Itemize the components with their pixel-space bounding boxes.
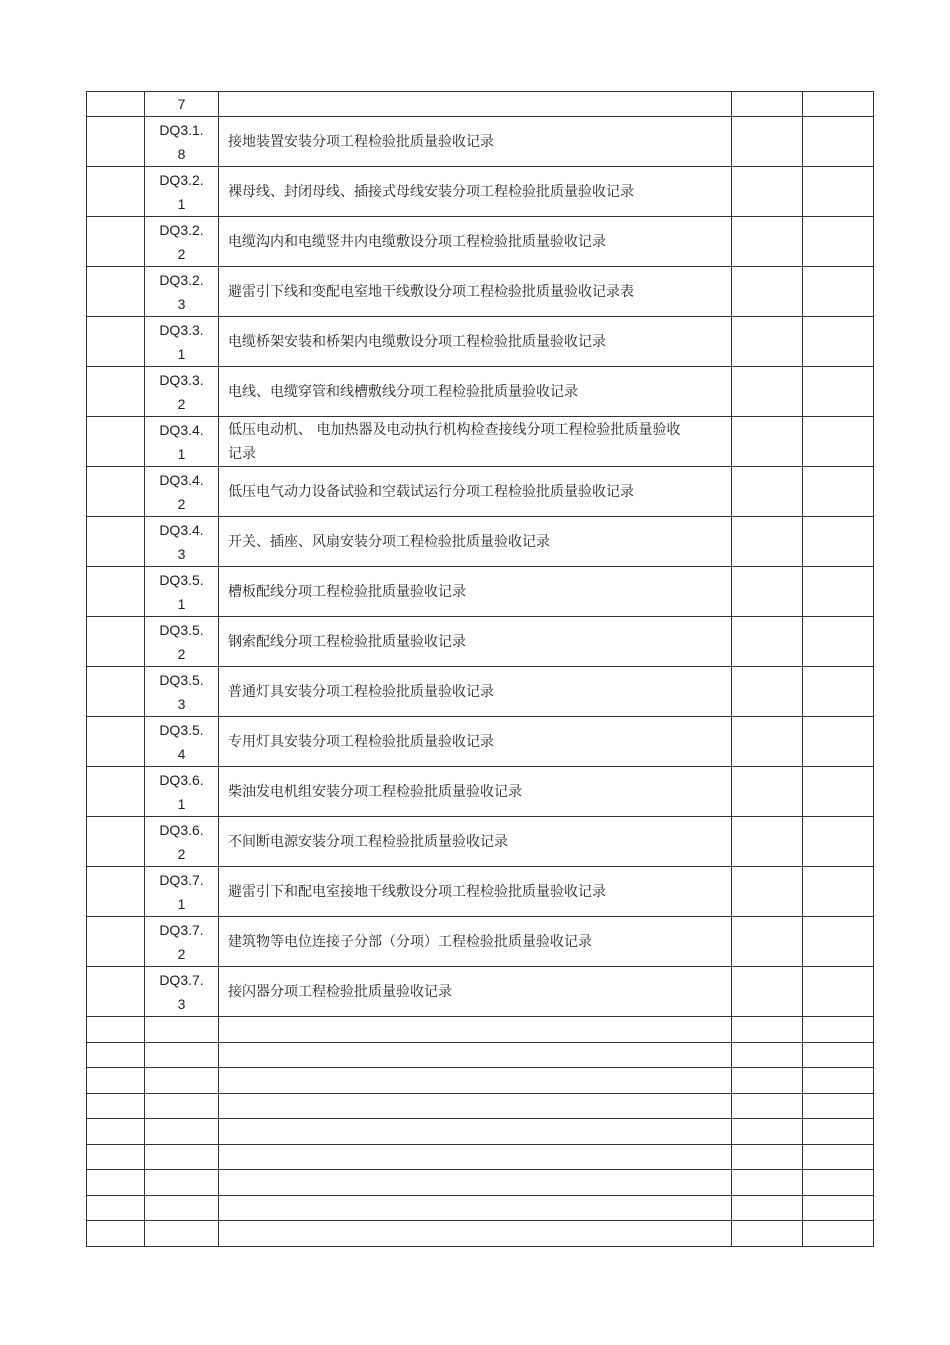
check-cell: [732, 1221, 803, 1247]
remark-cell: [803, 967, 874, 1017]
check-cell: [732, 267, 803, 317]
name-cell: 接闪器分项工程检验批质量验收记录: [219, 967, 732, 1017]
remark-cell: [803, 1017, 874, 1043]
check-cell: [732, 617, 803, 667]
code-cell: [145, 1144, 219, 1170]
check-cell: [732, 867, 803, 917]
name-cell: [219, 1144, 732, 1170]
table-row: [87, 467, 874, 517]
name-cell: 不间断电源安装分项工程检验批质量验收记录: [219, 817, 732, 867]
remark-cell: [803, 717, 874, 767]
remark-cell: [803, 1195, 874, 1221]
index-cell: [87, 1221, 145, 1247]
table-row: [87, 517, 874, 567]
remark-cell: [803, 1042, 874, 1068]
remark-cell: [803, 1119, 874, 1145]
index-cell: [87, 1144, 145, 1170]
table-row: [87, 267, 874, 317]
check-cell: [732, 367, 803, 417]
index-cell: [87, 1170, 145, 1196]
index-cell: [87, 817, 145, 867]
name-cell: 建筑物等电位连接子分部（分项）工程检验批质量验收记录: [219, 917, 732, 967]
remark-cell: [803, 667, 874, 717]
index-cell: [87, 1017, 145, 1043]
index-cell: [87, 167, 145, 217]
remark-cell: [803, 167, 874, 217]
table-row: [87, 92, 874, 117]
name-cell: [219, 1119, 732, 1145]
index-cell: [87, 1119, 145, 1145]
name-cell: 普通灯具安装分项工程检验批质量验收记录: [219, 667, 732, 717]
name-cell: 槽板配线分项工程检验批质量验收记录: [219, 567, 732, 617]
name-cell: [219, 92, 732, 117]
table-row: [87, 867, 874, 917]
code-cell: DQ3.3. 2: [145, 367, 219, 417]
table-row: [87, 717, 874, 767]
remark-cell: [803, 92, 874, 117]
empty-table-row: [87, 1093, 874, 1119]
code-cell: DQ3.5. 1: [145, 567, 219, 617]
check-cell: [732, 817, 803, 867]
check-cell: [732, 667, 803, 717]
check-cell: [732, 467, 803, 517]
code-cell: DQ3.5. 2: [145, 617, 219, 667]
index-cell: [87, 667, 145, 717]
table-row: [87, 767, 874, 817]
remark-cell: [803, 817, 874, 867]
check-cell: [732, 1144, 803, 1170]
code-cell: DQ3.1. 8: [145, 117, 219, 167]
check-cell: [732, 317, 803, 367]
table-row: [87, 317, 874, 367]
code-cell: DQ3.2. 2: [145, 217, 219, 267]
name-cell: [219, 1017, 732, 1043]
check-cell: [732, 767, 803, 817]
remark-cell: [803, 517, 874, 567]
remark-cell: [803, 1093, 874, 1119]
index-cell: [87, 917, 145, 967]
name-cell: 低压电动机、 电加热器及电动执行机构检查接线分项工程检验批质量验收记录: [219, 417, 732, 467]
empty-table-row: [87, 1017, 874, 1043]
remark-cell: [803, 617, 874, 667]
name-cell: [219, 1042, 732, 1068]
code-cell: DQ3.4. 2: [145, 467, 219, 517]
remark-cell: [803, 1221, 874, 1247]
index-cell: [87, 267, 145, 317]
index-cell: [87, 767, 145, 817]
code-cell: DQ3.4. 3: [145, 517, 219, 567]
check-cell: [732, 1068, 803, 1094]
code-cell: DQ3.7. 1: [145, 867, 219, 917]
code-cell: [145, 1068, 219, 1094]
name-cell: 电线、电缆穿管和线槽敷线分项工程检验批质量验收记录: [219, 367, 732, 417]
check-cell: [732, 1017, 803, 1043]
index-cell: [87, 617, 145, 667]
name-cell: 接地装置安装分项工程检验批质量验收记录: [219, 117, 732, 167]
remark-cell: [803, 567, 874, 617]
remark-cell: [803, 917, 874, 967]
index-cell: [87, 967, 145, 1017]
index-cell: [87, 317, 145, 367]
index-cell: [87, 567, 145, 617]
code-cell: DQ3.2. 3: [145, 267, 219, 317]
remark-cell: [803, 417, 874, 467]
code-cell: [145, 1093, 219, 1119]
name-cell: 裸母线、封闭母线、插接式母线安装分项工程检验批质量验收记录: [219, 167, 732, 217]
name-cell: [219, 1170, 732, 1196]
remark-cell: [803, 467, 874, 517]
check-cell: [732, 417, 803, 467]
table-row: [87, 417, 874, 467]
name-cell: [219, 1221, 732, 1247]
index-cell: [87, 217, 145, 267]
check-cell: [732, 567, 803, 617]
name-cell: 专用灯具安装分项工程检验批质量验收记录: [219, 717, 732, 767]
name-cell: 避雷引下和配电室接地干线敷设分项工程检验批质量验收记录: [219, 867, 732, 917]
code-cell: DQ3.4. 1: [145, 417, 219, 467]
index-cell: [87, 1068, 145, 1094]
check-cell: [732, 217, 803, 267]
remark-cell: [803, 367, 874, 417]
remark-cell: [803, 867, 874, 917]
index-cell: [87, 117, 145, 167]
table-row: [87, 167, 874, 217]
code-cell: DQ3.6. 1: [145, 767, 219, 817]
table-row: [87, 667, 874, 717]
remark-cell: [803, 217, 874, 267]
records-table: [86, 91, 874, 1247]
empty-table-row: [87, 1042, 874, 1068]
name-cell: [219, 1068, 732, 1094]
empty-table-row: [87, 1119, 874, 1145]
remark-cell: [803, 1170, 874, 1196]
name-cell: 电缆沟内和电缆竖井内电缆敷设分项工程检验批质量验收记录: [219, 217, 732, 267]
check-cell: [732, 1170, 803, 1196]
empty-table-row: [87, 1221, 874, 1247]
index-cell: [87, 867, 145, 917]
name-cell: 钢索配线分项工程检验批质量验收记录: [219, 617, 732, 667]
index-cell: [87, 1042, 145, 1068]
index-cell: [87, 367, 145, 417]
name-cell: 开关、插座、风扇安装分项工程检验批质量验收记录: [219, 517, 732, 567]
index-cell: [87, 717, 145, 767]
check-cell: [732, 967, 803, 1017]
remark-cell: [803, 767, 874, 817]
index-cell: [87, 467, 145, 517]
remark-cell: [803, 117, 874, 167]
code-cell: [145, 1170, 219, 1196]
index-cell: [87, 517, 145, 567]
table-row: [87, 617, 874, 667]
remark-cell: [803, 1144, 874, 1170]
table-row: [87, 117, 874, 167]
code-cell: [145, 1119, 219, 1145]
check-cell: [732, 717, 803, 767]
check-cell: [732, 1195, 803, 1221]
remark-cell: [803, 1068, 874, 1094]
code-cell: DQ3.5. 4: [145, 717, 219, 767]
code-cell: [145, 1221, 219, 1247]
index-cell: [87, 1093, 145, 1119]
check-cell: [732, 1042, 803, 1068]
code-cell: DQ3.7. 3: [145, 967, 219, 1017]
table-row: [87, 217, 874, 267]
code-cell: DQ3.5. 3: [145, 667, 219, 717]
code-cell: DQ3.2. 1: [145, 167, 219, 217]
name-cell: 电缆桥架安装和桥架内电缆敷设分项工程检验批质量验收记录: [219, 317, 732, 367]
check-cell: [732, 517, 803, 567]
check-cell: [732, 1119, 803, 1145]
empty-table-row: [87, 1068, 874, 1094]
check-cell: [732, 92, 803, 117]
check-cell: [732, 917, 803, 967]
index-cell: [87, 1195, 145, 1221]
name-cell: 柴油发电机组安装分项工程检验批质量验收记录: [219, 767, 732, 817]
name-cell: 低压电气动力设备试验和空载试运行分项工程检验批质量验收记录: [219, 467, 732, 517]
table-row: [87, 367, 874, 417]
remark-cell: [803, 267, 874, 317]
table-row: [87, 817, 874, 867]
empty-table-row: [87, 1170, 874, 1196]
index-cell: [87, 417, 145, 467]
empty-table-row: [87, 1144, 874, 1170]
check-cell: [732, 1093, 803, 1119]
code-cell: [145, 1042, 219, 1068]
index-cell: [87, 92, 145, 117]
name-cell: [219, 1093, 732, 1119]
check-cell: [732, 117, 803, 167]
name-cell: [219, 1195, 732, 1221]
code-cell: [145, 1017, 219, 1043]
check-cell: [732, 167, 803, 217]
code-cell: DQ3.6. 2: [145, 817, 219, 867]
code-cell: DQ3.7. 2: [145, 917, 219, 967]
records-table-body: [87, 92, 874, 1247]
table-row: [87, 967, 874, 1017]
empty-table-row: [87, 1195, 874, 1221]
table-row: [87, 917, 874, 967]
name-cell: 避雷引下线和变配电室地干线敷设分项工程检验批质量验收记录表: [219, 267, 732, 317]
code-cell: [145, 1195, 219, 1221]
remark-cell: [803, 317, 874, 367]
code-cell: 7: [145, 92, 219, 117]
code-cell: DQ3.3. 1: [145, 317, 219, 367]
table-row: [87, 567, 874, 617]
